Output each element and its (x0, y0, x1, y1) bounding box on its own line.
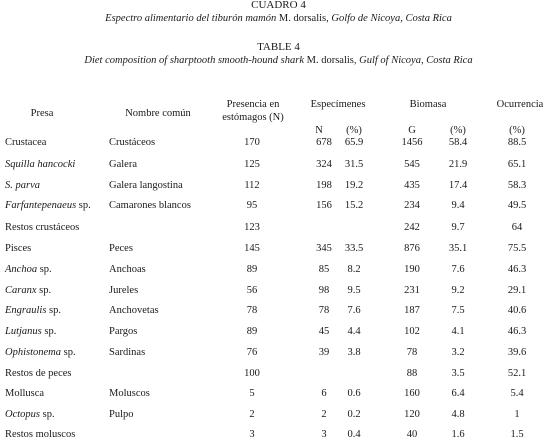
presence-count: 3 (249, 429, 255, 440)
prey-name (5, 158, 75, 172)
table-row (0, 346, 557, 360)
biomass-pct: 4.8 (451, 409, 465, 420)
caption-es-part2: , Golfo de Nicoya, Costa Rica (326, 13, 452, 24)
biomass-g: 102 (404, 326, 420, 337)
occurrence-pct: 39.6 (507, 347, 527, 358)
common-name: Galera langostina (109, 180, 183, 191)
biomass-g: 231 (404, 285, 420, 296)
biomass-pct: 9.7 (451, 222, 465, 233)
biomass-g: 160 (404, 388, 420, 399)
biomass-g: 190 (404, 264, 420, 275)
biomass-pct: 3.5 (451, 368, 465, 379)
biomass-pct: 3.2 (451, 347, 465, 358)
biomass-pct: 9.4 (451, 200, 465, 211)
table-row (0, 242, 557, 256)
prey-name (5, 263, 52, 277)
caption-en-part2: , Gulf of Nicoya, Costa Rica (353, 55, 473, 66)
prey-name-text: Pisces (5, 243, 32, 254)
presence-count: 123 (244, 222, 260, 233)
prey-name (5, 304, 61, 318)
prey-name-text: Crustacea (5, 137, 47, 148)
common-name: Pulpo (109, 409, 134, 420)
presence-count: 170 (244, 137, 260, 148)
prey-name-text: Anchoa (5, 264, 38, 275)
common-name: Jureles (109, 285, 139, 296)
table-row (0, 428, 557, 442)
prey-name-text: Mollusca (5, 388, 45, 399)
occurrence-pct: 65.1 (507, 159, 527, 170)
specimen-count: 156 (316, 200, 332, 211)
occurrence-pct: 40.6 (507, 305, 527, 316)
subheader-g-pct: (%) (450, 125, 466, 136)
prey-name (5, 179, 40, 193)
table-row (0, 408, 557, 422)
subheader-n: N (315, 125, 323, 136)
prey-name (5, 428, 75, 442)
biomass-g: 88 (406, 368, 418, 379)
occurrence-pct: 64 (511, 222, 523, 233)
prey-name (5, 367, 71, 381)
prey-name-text: Caranx (5, 285, 37, 296)
presence-count: 95 (246, 200, 258, 211)
biomass-g: 876 (404, 243, 420, 254)
biomass-pct: 4.1 (451, 326, 465, 337)
common-name: Peces (109, 243, 133, 254)
table-row (0, 304, 557, 318)
prey-name-suffix: sp. (76, 200, 91, 211)
occurrence-pct: 52.1 (507, 368, 527, 379)
biomass-g: 435 (404, 180, 420, 191)
specimen-pct: 65.9 (344, 137, 364, 148)
table-row (0, 158, 557, 172)
header-nombre: Nombre común (125, 108, 191, 119)
table-row (0, 284, 557, 298)
prey-name-text: Ophistonema (5, 347, 61, 358)
presence-count: 78 (246, 305, 258, 316)
biomass-g: 545 (404, 159, 420, 170)
biomass-pct: 1.6 (451, 429, 465, 440)
biomass-pct: 21.9 (448, 159, 468, 170)
prey-name-suffix: sp. (36, 285, 52, 296)
specimen-count: 198 (316, 180, 332, 191)
specimen-pct: 4.4 (347, 326, 361, 337)
prey-name (5, 387, 44, 401)
table-row (0, 136, 557, 150)
specimen-pct: 9.5 (347, 285, 361, 296)
prey-name-suffix: sp. (61, 347, 76, 358)
prey-name-text: Engraulis (5, 305, 47, 316)
specimen-count: 678 (316, 137, 332, 148)
presence-count: 125 (244, 159, 260, 170)
biomass-pct: 9.2 (451, 285, 465, 296)
presence-count: 2 (249, 409, 255, 420)
specimen-count: 345 (316, 243, 332, 254)
caption-en-part1: Diet composition of sharptooth smooth-hound shark (84, 55, 307, 66)
prey-name (5, 408, 55, 422)
common-name: Moluscos (109, 388, 150, 399)
table-row (0, 199, 557, 213)
occurrence-pct: 88.5 (507, 137, 527, 148)
specimen-pct: 15.2 (344, 200, 364, 211)
table-row (0, 367, 557, 381)
prey-name-text: Farfantepenaeus (5, 200, 77, 211)
common-name: Galera (109, 159, 137, 170)
specimen-pct: 33.5 (344, 243, 364, 254)
presence-count: 56 (246, 285, 258, 296)
prey-name-suffix: sp. (46, 305, 62, 316)
prey-name-text: Squilla hancocki (5, 159, 76, 170)
header-biomasa: Biomasa (409, 99, 447, 110)
specimen-count: 324 (316, 159, 332, 170)
specimen-pct: 0.6 (347, 388, 361, 399)
occurrence-pct: 1 (514, 409, 520, 420)
prey-name-suffix: sp. (37, 264, 52, 275)
caption-es-species: M. dorsalis (278, 13, 327, 24)
presence-count: 76 (246, 347, 258, 358)
specimen-count: 85 (318, 264, 330, 275)
biomass-g: 187 (404, 305, 420, 316)
table-title-es: CUADRO 4 (251, 0, 306, 11)
prey-name (5, 284, 51, 298)
specimen-count: 39 (318, 347, 330, 358)
occurrence-pct: 58.3 (507, 180, 527, 191)
biomass-pct: 7.6 (451, 264, 465, 275)
occurrence-pct: 1.5 (510, 429, 524, 440)
subheader-n-pct: (%) (346, 125, 362, 136)
prey-name-text: Lutjanus (5, 326, 42, 337)
biomass-pct: 7.5 (451, 305, 465, 316)
specimen-count: 98 (318, 285, 330, 296)
prey-name-suffix: sp. (40, 409, 55, 420)
occurrence-pct: 46.3 (507, 326, 527, 337)
presence-count: 89 (246, 264, 258, 275)
header-especimenes: Especímenes (310, 99, 366, 110)
biomass-g: 40 (406, 429, 418, 440)
presence-count: 112 (244, 180, 260, 191)
occurrence-pct: 46.3 (507, 264, 527, 275)
occurrence-pct: 29.1 (507, 285, 527, 296)
specimen-pct: 8.2 (347, 264, 361, 275)
prey-name-suffix: sp. (41, 326, 57, 337)
occurrence-pct: 75.5 (507, 243, 527, 254)
biomass-g: 78 (406, 347, 418, 358)
biomass-g: 242 (404, 222, 420, 233)
biomass-pct: 6.4 (451, 388, 465, 399)
common-name: Pargos (109, 326, 138, 337)
header-ocurrencia: Ocurrencia (496, 99, 544, 110)
prey-name-text: S. parva (5, 180, 40, 191)
biomass-g: 234 (404, 200, 420, 211)
presence-count: 5 (249, 388, 255, 399)
table-caption-es (0, 13, 557, 24)
presence-count: 145 (244, 243, 260, 254)
presence-count: 100 (244, 368, 260, 379)
specimen-count: 45 (318, 326, 330, 337)
table-caption-en (0, 55, 557, 66)
prey-name (5, 136, 46, 150)
prey-name (5, 346, 76, 360)
header-presencia: Presencia en estómagos (N) (222, 99, 284, 123)
prey-name (5, 199, 91, 213)
specimen-pct: 3.8 (347, 347, 361, 358)
biomass-pct: 17.4 (448, 180, 468, 191)
prey-name (5, 325, 56, 339)
occurrence-pct: 5.4 (510, 388, 524, 399)
specimen-pct: 19.2 (344, 180, 364, 191)
caption-en-species: M. dorsalis (306, 55, 354, 66)
table-row (0, 325, 557, 339)
table-row (0, 263, 557, 277)
prey-name-text: Restos de peces (5, 368, 72, 379)
specimen-count: 6 (321, 388, 327, 399)
table-title-en: TABLE 4 (257, 41, 300, 53)
common-name: Anchoas (109, 264, 146, 275)
common-name: Sardinas (109, 347, 146, 358)
specimen-count: 3 (321, 429, 327, 440)
specimen-count: 2 (321, 409, 327, 420)
table-row (0, 179, 557, 193)
prey-name (5, 242, 31, 256)
specimen-pct: 0.2 (347, 409, 361, 420)
header-presa: Presa (30, 108, 54, 119)
table-row (0, 221, 557, 235)
specimen-pct: 0.4 (347, 429, 361, 440)
prey-name-text: Restos moluscos (5, 429, 76, 440)
table-row (0, 387, 557, 401)
biomass-g: 120 (404, 409, 420, 420)
caption-es-part1: Espectro alimentario del tiburón mamón (105, 13, 279, 24)
prey-name-text: Octopus (5, 409, 40, 420)
biomass-pct: 35.1 (448, 243, 468, 254)
presence-count: 89 (246, 326, 258, 337)
common-name: Anchovetas (109, 305, 159, 316)
subheader-g: G (408, 125, 416, 136)
biomass-pct: 58.4 (448, 137, 468, 148)
common-name: Camarones blancos (109, 200, 191, 211)
prey-name-text: Restos crustáceos (5, 222, 80, 233)
specimen-pct: 31.5 (344, 159, 364, 170)
subheader-ocurrencia-pct: (%) (509, 125, 525, 136)
specimen-count: 78 (318, 305, 330, 316)
prey-name (5, 221, 79, 235)
common-name: Crustáceos (109, 137, 156, 148)
biomass-g: 1456 (401, 137, 423, 148)
specimen-pct: 7.6 (347, 305, 361, 316)
occurrence-pct: 49.5 (507, 200, 527, 211)
